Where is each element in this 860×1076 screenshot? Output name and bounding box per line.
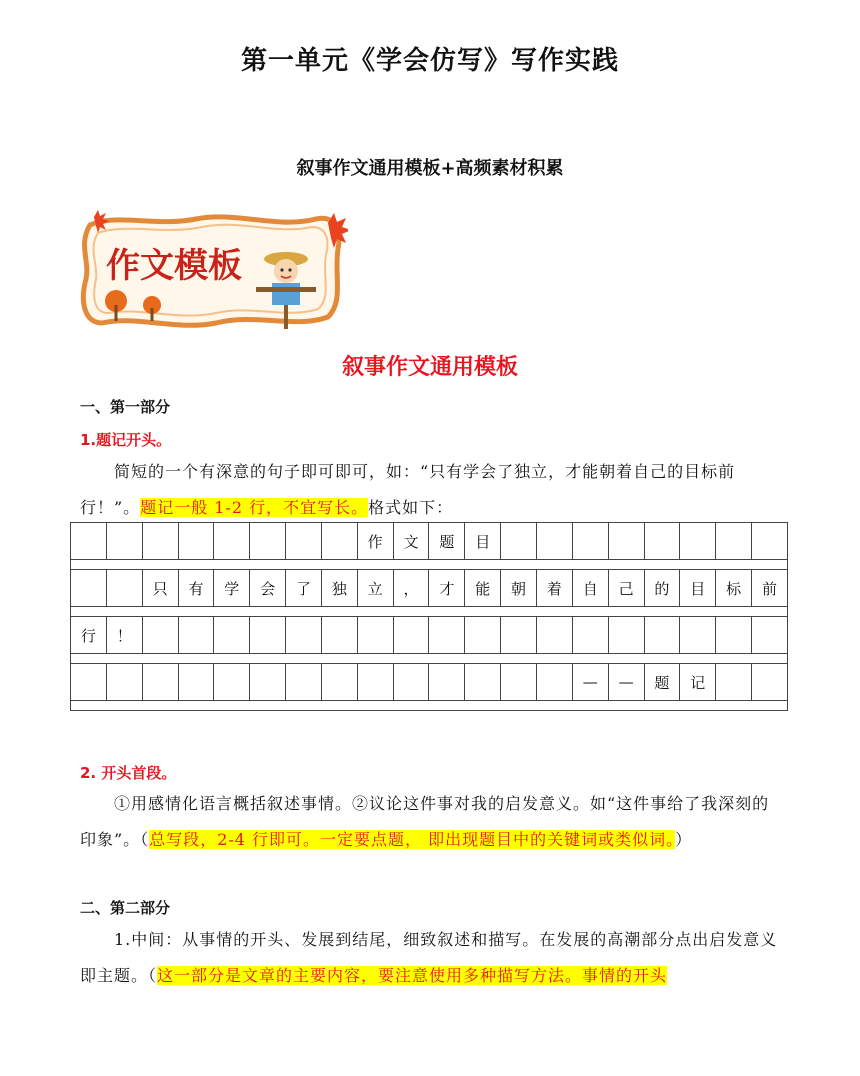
grid-cell [71,664,107,701]
grid-cell [178,523,214,560]
grid-row-spacer [71,701,788,711]
grid-cell: 才 [429,570,465,607]
item2-text-a: ①用感情化语言概括叙述事情。②议论这件事对我的启发意义。如“这件事给了我深刻的印象”。（ [80,794,770,849]
grid-cell: 朝 [501,570,537,607]
grid-cell [142,617,178,654]
grid-spacer-cell [71,607,788,617]
grid-spacer-cell [71,701,788,711]
grid-cell: ， [393,570,429,607]
grid-cell [286,523,322,560]
grid-cell: 记 [680,664,716,701]
grid-row [71,570,788,607]
grid-cell [142,523,178,560]
grid-cell: 行 [71,617,107,654]
grid-cell: 着 [536,570,572,607]
template-banner-image [76,205,348,335]
item2-text-b: ） [675,830,693,849]
grid-cell: 自 [572,570,608,607]
grid-cell [321,664,357,701]
grid-cell: ！ [106,617,142,654]
grid-cell [465,617,501,654]
grid-cell: 己 [608,570,644,607]
grid-cell [321,523,357,560]
grid-cell [716,523,752,560]
item2-highlight: 总写段，2-4 行即可。一定要点题， 即出现题目中的关键词或类似词。 [149,830,676,849]
grid-cell [429,617,465,654]
grid-cell [250,523,286,560]
grid-cell: 只 [142,570,178,607]
grid-cell [752,523,788,560]
grid-cell: — [608,664,644,701]
grid-cell [214,664,250,701]
grid-cell [71,570,107,607]
grid-cell: 题 [644,664,680,701]
grid-cell [393,617,429,654]
item1-text-a: 简短的一个有深意的句子即可即可，如：“只有学会了独立，才能朝着自己的目标前行！”。 [80,462,736,517]
grid-cell: 有 [178,570,214,607]
grid-cell [716,617,752,654]
grid-cell [106,523,142,560]
grid-cell: — [572,664,608,701]
grid-cell [357,617,393,654]
grid-cell: 了 [286,570,322,607]
item1-highlight: 题记一般 1-2 行，不宜写长。 [140,498,369,517]
grid-spacer-cell [71,560,788,570]
grid-cell: 作 [357,523,393,560]
grid-cell: 前 [752,570,788,607]
grid-cell: 文 [393,523,429,560]
grid-cell [465,664,501,701]
grid-cell [501,664,537,701]
grid-cell [608,617,644,654]
grid-cell [71,523,107,560]
grid-cell: 目 [680,570,716,607]
part1-heading: 一、第一部分 [80,398,171,416]
grid-cell: 目 [465,523,501,560]
grid-cell [250,617,286,654]
part2-heading: 二、第二部分 [80,899,171,917]
grid-cell [250,664,286,701]
page-title: 第一单元《学会仿写》写作实践 [240,46,619,76]
grid-cell: 立 [357,570,393,607]
grid-cell: 独 [321,570,357,607]
grid-row-spacer [71,560,788,570]
grid-cell [644,523,680,560]
grid-spacer-cell [71,654,788,664]
grid-row [71,664,788,701]
page-subtitle: 叙事作文通用模板+高频素材积累 [296,158,564,179]
grid-cell [501,523,537,560]
grid-cell [752,664,788,701]
grid-row-spacer [71,607,788,617]
grid-row-spacer [71,654,788,664]
grid-cell [106,570,142,607]
epigraph-grid [70,522,788,711]
grid-cell [178,617,214,654]
grid-cell: 学 [214,570,250,607]
grid-cell: 会 [250,570,286,607]
grid-cell [536,523,572,560]
grid-cell [106,664,142,701]
grid-cell: 题 [429,523,465,560]
part2-text-a: 1.中间：从事情的开头、发展到结尾，细致叙述和描写。在发展的高潮部分点出启发意义即主题。（ [80,930,778,985]
grid-row [71,523,788,560]
item2-paragraph [80,786,785,858]
epigraph-grid-table [70,522,788,711]
grid-cell [608,523,644,560]
grid-cell [680,617,716,654]
part2-highlight: 这一部分是文章的主要内容，要注意使用多种描写方法。事情的开头 [157,966,668,985]
grid-cell [214,523,250,560]
grid-cell [429,664,465,701]
item1-paragraph [80,454,785,526]
grid-cell [536,617,572,654]
grid-cell [178,664,214,701]
grid-cell [214,617,250,654]
grid-cell [536,664,572,701]
item2-heading: 2. 开头首段。 [80,764,177,782]
grid-cell [321,617,357,654]
grid-cell: 的 [644,570,680,607]
grid-cell [572,523,608,560]
grid-cell [142,664,178,701]
item1-text-b: 格式如下： [368,498,454,517]
grid-cell [501,617,537,654]
grid-cell [680,523,716,560]
grid-cell [393,664,429,701]
grid-cell [752,617,788,654]
grid-cell [644,617,680,654]
grid-row [71,617,788,654]
svg-text:作文模板: 作文模板 [106,246,242,286]
grid-cell [357,664,393,701]
grid-cell [572,617,608,654]
grid-cell [716,664,752,701]
grid-cell [286,664,322,701]
item1-heading: 1.题记开头。 [80,431,172,449]
part2-paragraph [80,922,785,994]
section-title: 叙事作文通用模板 [341,355,518,380]
grid-cell: 能 [465,570,501,607]
grid-cell [286,617,322,654]
grid-cell: 标 [716,570,752,607]
